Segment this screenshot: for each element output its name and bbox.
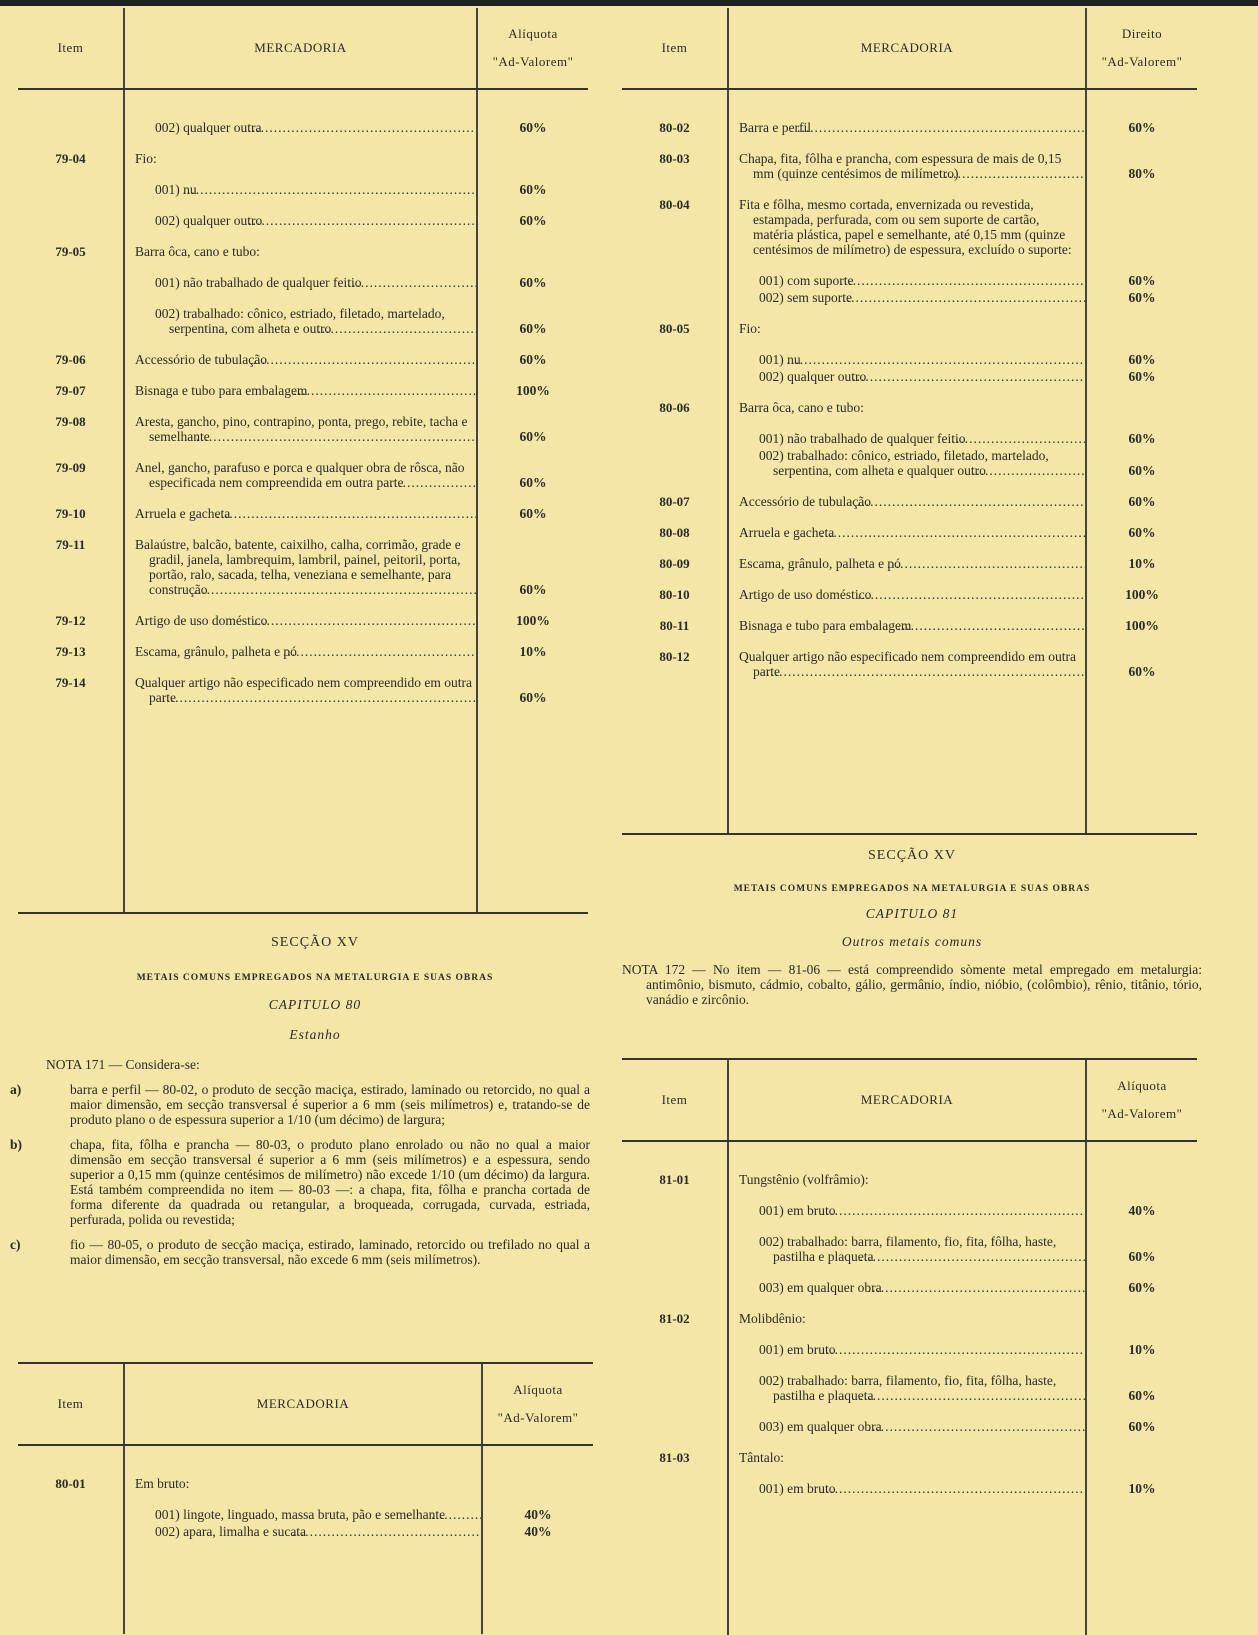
merchandise-description [727, 1450, 1087, 1465]
description-text: Artigo de uso doméstico ..... [135, 613, 267, 628]
merchandise-description [727, 649, 1087, 679]
merchandise-description [727, 1311, 1087, 1326]
rate-value: 60% [519, 690, 547, 705]
description-text: Accessório de tubulação ..... [739, 494, 871, 509]
rate-value: 60% [1128, 664, 1156, 679]
merchandise-description [727, 1172, 1087, 1187]
table-row [622, 448, 1197, 478]
header-rate [478, 20, 588, 76]
merchandise-description [123, 151, 478, 166]
rate-value: 60% [1128, 273, 1156, 288]
chapter-name: Outros metais comuns [841, 934, 983, 949]
description-text: Barra e perfil ..... [739, 120, 811, 135]
rate-value: 100% [1125, 587, 1159, 602]
table-row [18, 1476, 593, 1491]
table-row [622, 494, 1197, 509]
table-row [622, 556, 1197, 571]
tariff-table-right-bottom [622, 1058, 1197, 1635]
table-row [18, 460, 588, 490]
table-row [18, 244, 588, 259]
header-rate-sublabel: "Ad-Valorem" [1101, 54, 1183, 69]
note-item-text: chapa, fita, fôlha e prancha — 80-03, o produto plano enrolado ou não no qual a maior dimensão em secção transversal é superior a 6 mm (seis milímetros) e a espessura, sendo superior a 0,15 mm (quinze centésimos de milímetro) não excede 1/10 (um décimo) da largura. Está também compreendida no item — 80-03 —: a chapa, fita, fôlha e prancha cortada de forma diferente da quadrada ou retangular, a broqueada, corrugada, curvada, estriada, perfurada, polida ou revestida; [70, 1137, 590, 1227]
merchandise-description [727, 290, 1087, 305]
merchandise-description [727, 1203, 1087, 1218]
rate-value: 60% [1128, 352, 1156, 367]
table-row [18, 213, 588, 228]
item-code: 79-13 [55, 644, 86, 659]
top-rule [0, 0, 1258, 6]
table-row [622, 1280, 1197, 1295]
header-item: Item [57, 1396, 84, 1411]
table-body [18, 1446, 593, 1634]
description-text: Fio: [135, 151, 157, 166]
rate-value: 60% [519, 321, 547, 336]
header-item: Item [661, 1092, 688, 1107]
description-text: 002) qualquer outro ..... [759, 369, 866, 384]
table-row [622, 400, 1197, 415]
rate-value: 60% [1128, 290, 1156, 305]
table-row [622, 321, 1197, 336]
table-row [18, 383, 588, 398]
table-row [622, 120, 1197, 135]
rate-value: 60% [1128, 525, 1156, 540]
table-row [622, 1234, 1197, 1264]
table-row [18, 414, 588, 444]
table-row [622, 151, 1197, 181]
description-text: Escama, grânulo, palheta e pó ..... [739, 556, 901, 571]
header-merchandise: MERCADORIA [727, 8, 1087, 88]
item-code: 80-06 [659, 400, 690, 415]
header-item: Item [661, 40, 688, 55]
header-rate-label: Alíquota [513, 1382, 563, 1397]
rate-value: 60% [519, 506, 547, 521]
table-row [622, 1311, 1197, 1326]
rate-value: 40% [524, 1507, 552, 1522]
description-text: 001) nu ..... [155, 182, 197, 197]
rate-value: 40% [524, 1524, 552, 1539]
merchandise-description [727, 1342, 1087, 1357]
merchandise-description [123, 675, 478, 705]
note-172 [622, 962, 1202, 1007]
table-row [622, 618, 1197, 633]
note-item-label: b) [10, 1137, 23, 1152]
section-subtitle: METAIS COMUNS EMPREGADOS NA METALURGIA E SUAS OBRAS [136, 973, 494, 983]
description-text: 001) não trabalhado de qualquer feitio ..... [155, 275, 362, 290]
merchandise-description [123, 644, 478, 659]
note-item [10, 1237, 590, 1267]
table-row [622, 369, 1197, 384]
rate-value: 100% [516, 613, 550, 628]
item-code: 80-07 [659, 494, 690, 509]
description-text: Aresta, gancho, pino, contrapino, ponta, prego, rebite, tacha e semelhante ..... [135, 414, 468, 444]
merchandise-description [727, 431, 1087, 446]
rate-value: 60% [519, 182, 547, 197]
merchandise-description [123, 306, 478, 336]
item-code: 79-04 [55, 151, 86, 166]
table-row [18, 644, 588, 659]
section-title: SECÇÃO XV [868, 848, 956, 863]
rate-value: 60% [519, 475, 547, 490]
table-row [18, 151, 588, 166]
description-text: Balaústre, balcão, batente, caixilho, calha, corrimão, grade e gradil, janela, lambrequim, lambril, painel, peitoril, porta, portão, ralo, sacada, telha, veneziana e semelhante, para construção ..... [135, 537, 461, 597]
item-code: 81-02 [659, 1311, 690, 1326]
header-rate [1087, 20, 1197, 76]
item-code: 79-09 [55, 460, 86, 475]
item-code: 80-10 [659, 587, 690, 602]
note-item-text: fio — 80-05, o produto de secção maciça, estirado, laminado, retorcido ou trefilado no qual a maior dimensão, em secção transversal, não excede 6 mm (seis milímetros). [70, 1237, 590, 1267]
description-text: Arruela e gacheta ..... [739, 525, 834, 540]
merchandise-description [123, 244, 478, 259]
table-body [18, 90, 588, 912]
description-text: 001) em bruto ..... [759, 1203, 836, 1218]
merchandise-description [727, 525, 1087, 540]
merchandise-description [123, 213, 478, 228]
chapter-name: Estanho [289, 1027, 341, 1042]
table-row [18, 675, 588, 705]
chapter-title: CAPITULO 81 [865, 906, 959, 921]
table-row [622, 1203, 1197, 1218]
item-code: 79-14 [55, 675, 86, 690]
rate-value: 80% [1128, 166, 1156, 181]
description-text: 002) trabalhado: barra, filamento, fio, fita, fôlha, haste, pastilha e plaqueta ..... [759, 1234, 1056, 1264]
merchandise-description [123, 1507, 483, 1522]
rate-value: 60% [1128, 1249, 1156, 1264]
table-row [622, 1419, 1197, 1434]
description-text: Fita e fôlha, mesmo cortada, envernizada ou revestida, estampada, perfurada, com ou sem suporte de cartão, matéria plástica, papel e semelhante, até 0,15 mm (quinze centésimos de milímetro) de espessura, excluído o suporte: [739, 197, 1072, 257]
rate-value: 60% [519, 120, 547, 135]
merchandise-description [123, 1524, 483, 1539]
merchandise-description [727, 494, 1087, 509]
table-row [622, 352, 1197, 367]
item-code: 80-01 [55, 1476, 86, 1491]
item-code: 79-05 [55, 244, 86, 259]
table-header [18, 8, 588, 90]
merchandise-description [727, 321, 1087, 336]
header-rate-label: Direito [1121, 26, 1163, 41]
table-row [18, 306, 588, 336]
description-text: Escama, grânulo, palheta e pó ..... [135, 644, 297, 659]
merchandise-description [727, 197, 1087, 257]
description-text: Barra ôca, cano e tubo: [739, 400, 864, 415]
merchandise-description [727, 448, 1087, 478]
table-row [622, 1342, 1197, 1357]
note-171 [10, 1057, 590, 1267]
table-row [18, 506, 588, 521]
table-row [622, 290, 1197, 305]
merchandise-description [123, 383, 478, 398]
note-item-label: a) [10, 1082, 22, 1097]
tariff-table-left-bottom [18, 1362, 593, 1634]
description-text: 002) trabalhado: barra, filamento, fio, fita, fôlha, haste, pastilha e plaqueta ..... [759, 1373, 1056, 1403]
rate-value: 10% [519, 644, 547, 659]
section-chapter-80 [10, 935, 590, 1277]
rate-value: 60% [519, 275, 547, 290]
item-code: 79-10 [55, 506, 86, 521]
description-text: Chapa, fita, fôlha e prancha, com espessura de mais de 0,15 mm (quinze centésimos de milímetro) ..... [739, 151, 1061, 181]
table-row [18, 182, 588, 197]
header-merchandise: MERCADORIA [123, 1364, 483, 1444]
table-header [622, 8, 1197, 90]
description-text: Tungstênio (volfrâmio): [739, 1172, 869, 1187]
rate-value: 60% [1128, 1280, 1156, 1295]
description-text: Arruela e gacheta ..... [135, 506, 230, 521]
rate-value: 60% [1128, 1388, 1156, 1403]
header-item: Item [57, 40, 84, 55]
item-code: 79-11 [55, 537, 86, 552]
merchandise-description [123, 275, 478, 290]
table-row [18, 1507, 593, 1522]
description-text: 002) apara, limalha e sucata ..... [155, 1524, 306, 1539]
table-row [622, 273, 1197, 288]
item-code: 80-09 [659, 556, 690, 571]
section-title: SECÇÃO XV [271, 935, 359, 950]
item-code: 80-12 [659, 649, 690, 664]
merchandise-description [123, 506, 478, 521]
merchandise-description [727, 1419, 1087, 1434]
rate-value: 60% [1128, 494, 1156, 509]
description-text: 002) qualquer outro ..... [155, 213, 262, 228]
description-text: 003) em qualquer obra ..... [759, 1280, 882, 1295]
description-text: 001) não trabalhado de qualquer feitio ..... [759, 431, 966, 446]
description-text: 001) nu ..... [759, 352, 801, 367]
merchandise-description [727, 400, 1087, 415]
merchandise-description [727, 120, 1087, 135]
merchandise-description [727, 1234, 1087, 1264]
description-text: Molibdênio: [739, 1311, 806, 1326]
rate-value: 60% [519, 352, 547, 367]
table-body [622, 1142, 1197, 1635]
description-text: 002) sem suporte ..... [759, 290, 852, 305]
merchandise-description [727, 618, 1087, 633]
table-row [622, 1172, 1197, 1187]
rate-value: 60% [1128, 120, 1156, 135]
rate-value: 60% [1128, 1419, 1156, 1434]
rate-value: 60% [1128, 463, 1156, 478]
note-item-label: c) [10, 1237, 21, 1252]
merchandise-description [727, 352, 1087, 367]
rate-value: 60% [519, 429, 547, 444]
chapter-title: CAPITULO 80 [268, 997, 362, 1012]
description-text: Em bruto: [135, 1476, 190, 1491]
rate-value: 60% [519, 213, 547, 228]
rate-value: 10% [1128, 1342, 1156, 1357]
description-text: 002) trabalhado: cônico, estriado, filetado, martelado, serpentina, com alheta e outro ..... [155, 306, 445, 336]
merchandise-description [727, 273, 1087, 288]
header-rate-label: Alíquota [1117, 1078, 1167, 1093]
item-code: 79-08 [55, 414, 86, 429]
item-code: 79-12 [55, 613, 86, 628]
merchandise-description [727, 1481, 1087, 1496]
rate-value: 100% [516, 383, 550, 398]
merchandise-description [123, 182, 478, 197]
item-code: 80-08 [659, 525, 690, 540]
description-text: Tântalo: [739, 1450, 784, 1465]
table-row [622, 649, 1197, 679]
section-chapter-81 [622, 848, 1202, 1017]
item-code: 79-07 [55, 383, 86, 398]
description-text: Qualquer artigo não especificado nem compreendido em outra parte ..... [135, 675, 472, 705]
rate-value: 60% [1128, 431, 1156, 446]
header-rate-sublabel: "Ad-Valorem" [492, 54, 574, 69]
rate-value: 40% [1128, 1203, 1156, 1218]
rate-value: 10% [1128, 556, 1156, 571]
note-item [10, 1137, 590, 1227]
table-row [622, 1450, 1197, 1465]
merchandise-description [727, 369, 1087, 384]
item-code: 81-01 [659, 1172, 690, 1187]
rate-value: 60% [519, 582, 547, 597]
item-code: 80-03 [659, 151, 690, 166]
description-text: 002) trabalhado: cônico, estriado, filetado, martelado, serpentina, com alheta e qualquer outro ..... [759, 448, 1049, 478]
item-code: 80-04 [659, 197, 690, 212]
merchandise-description [123, 352, 478, 367]
header-rate-sublabel: "Ad-Valorem" [1101, 1106, 1183, 1121]
header-rate [483, 1376, 593, 1432]
table-header [622, 1060, 1197, 1142]
description-text: 002) qualquer outra ..... [155, 120, 261, 135]
table-row [622, 431, 1197, 446]
table-row [622, 1481, 1197, 1496]
tariff-table-right-top [622, 8, 1197, 835]
note-text: NOTA 172 — No item — 81-06 — está compreendido sòmente metal empregado em metalurgia: antimônio, bismuto, cádmio, cobalto, gálio, germânio, índio, nióbio, (colômbio), rênio, titânio, tório, vanádio e zircônio. [622, 962, 1202, 1007]
merchandise-description [727, 587, 1087, 602]
note-item [10, 1082, 590, 1127]
rate-value: 10% [1128, 1481, 1156, 1496]
merchandise-description [123, 613, 478, 628]
table-row [18, 613, 588, 628]
header-rate-sublabel: "Ad-Valorem" [497, 1410, 579, 1425]
header-rate-label: Alíquota [508, 26, 558, 41]
item-code: 80-05 [659, 321, 690, 336]
table-row [622, 1373, 1197, 1403]
table-row [622, 197, 1197, 257]
merchandise-description [123, 537, 478, 597]
note-item-text: barra e perfil — 80-02, o produto de secção maciça, estirado, laminado ou retorcido, no qual a maior dimensão, em secção transversal é superior a 6 mm (seis milímetros) e, tratando-se de produto plano o de espessura superior a 1/10 (um décimo) de largura; [70, 1082, 590, 1127]
description-text: 001) em bruto ..... [759, 1342, 836, 1357]
description-text: Bisnaga e tubo para embalagem ..... [135, 383, 307, 398]
description-text: Barra ôca, cano e tubo: [135, 244, 260, 259]
merchandise-description [727, 1280, 1087, 1295]
rate-value: 100% [1125, 618, 1159, 633]
merchandise-description [123, 460, 478, 490]
description-text: 003) em qualquer obra ..... [759, 1419, 882, 1434]
rate-value: 60% [1128, 369, 1156, 384]
item-code: 79-06 [55, 352, 86, 367]
merchandise-description [123, 120, 478, 135]
description-text: Qualquer artigo não especificado nem compreendido em outra parte ..... [739, 649, 1076, 679]
table-row [18, 120, 588, 135]
description-text: Artigo de uso doméstico ..... [739, 587, 871, 602]
merchandise-description [123, 1476, 483, 1491]
merchandise-description [727, 151, 1087, 181]
table-row [18, 1524, 593, 1539]
section-subtitle: METAIS COMUNS EMPREGADOS NA METALURGIA E SUAS OBRAS [733, 884, 1091, 894]
description-text: Bisnaga e tubo para embalagem ..... [739, 618, 911, 633]
header-rate [1087, 1072, 1197, 1128]
table-body [622, 90, 1197, 833]
header-merchandise: MERCADORIA [123, 8, 478, 88]
item-code: 80-02 [659, 120, 690, 135]
item-code: 81-03 [659, 1450, 690, 1465]
header-merchandise: MERCADORIA [727, 1060, 1087, 1140]
description-text: Accessório de tubulação ..... [135, 352, 267, 367]
tariff-table-left-top [18, 8, 588, 914]
table-row [18, 352, 588, 367]
description-text: 001) com suporte ..... [759, 273, 853, 288]
description-text: 001) lingote, linguado, massa bruta, pão e semelhante ..... [155, 1507, 445, 1522]
table-row [622, 587, 1197, 602]
note-title: NOTA 171 — Considera-se: [46, 1057, 200, 1072]
item-code: 80-11 [659, 618, 690, 633]
merchandise-description [123, 414, 478, 444]
table-row [18, 537, 588, 597]
description-text: Anel, gancho, parafuso e porca e qualquer obra de rôsca, não especificada nem compreendida em outra parte ..... [135, 460, 464, 490]
description-text: Fio: [739, 321, 761, 336]
description-text: 001) em bruto ..... [759, 1481, 836, 1496]
merchandise-description [727, 1373, 1087, 1403]
table-row [18, 275, 588, 290]
table-row [622, 525, 1197, 540]
merchandise-description [727, 556, 1087, 571]
table-header [18, 1364, 593, 1446]
